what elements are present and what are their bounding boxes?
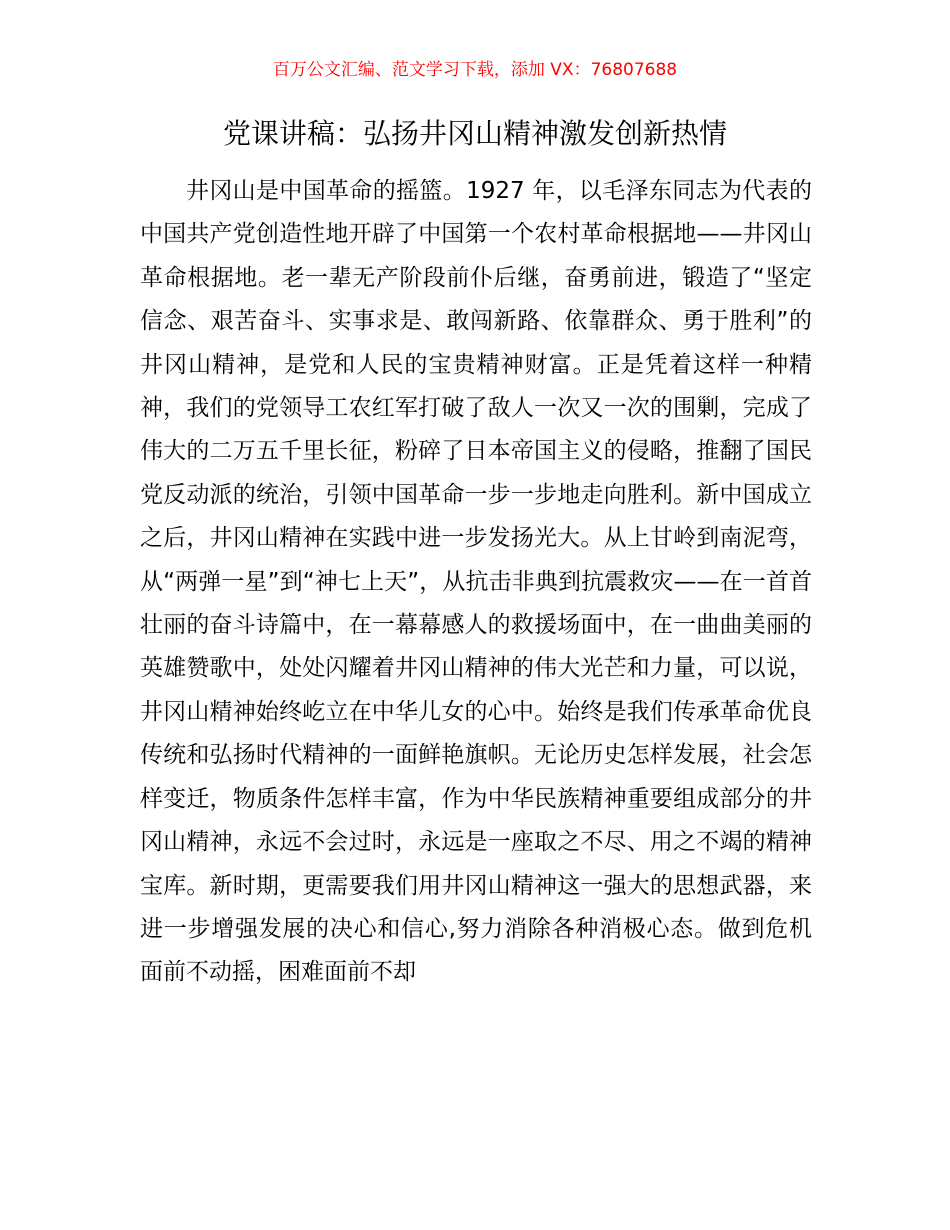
header-watermark: 百万公文汇编、范文学习下载，添加 VX：76807688	[272, 60, 678, 80]
body-paragraph: 井冈山是中国革命的摇篮。1927 年，以毛泽东同志为代表的中国共产党创造性地开辟了中国第一个农村革命根据地——井冈山革命根据地。老一辈无产阶段前仆后继，奋勇前进，锻造了“坚定信念、艰苦奋斗、实事求是、敢闯新路、依靠群众、勇于胜利”的井冈山精神，是党和人民的宝贵精神财富。正是凭着这样一种精神，我们的党领导工农红军打破了敌人一次又一次的围剿，完成了伟大的二万五千里长征，粉碎了日本帝国主义的侵略，推翻了国民党反动派的统治，引领中国革命一步一步地走向胜利。新中国成立之后，井冈山精神在实践中进一步发扬光大。从上甘岭到南泥弯，从“两弹一星”到“神七上天”，从抗击非典到抗震救灾——在一首首壮丽的奋斗诗篇中，在一幕幕感人的救援场面中，在一曲曲美丽的英雄赞歌中，处处闪耀着井冈山精神的伟大光芒和力量，可以说，井冈山精神始终屹立在中华儿女的心中。始终是我们传承革命优良传统和弘扬时代精神的一面鲜艳旗帜。无论历史怎样发展，社会怎样变迁，物质条件怎样丰富，作为中华民族精神重要组成部分的井冈山精神，永远不会过时，永远是一座取之不尽、用之不竭的精神宝库。新时期，更需要我们用井冈山精神这一强大的思想武器，来进一步增强发展的决心和信心,努力消除各种消极心态。做到危机面前不动摇，困难面前不却	[140, 178, 812, 986]
document-title: 党课讲稿：弘扬井冈山精神激发创新热情	[222, 117, 727, 150]
